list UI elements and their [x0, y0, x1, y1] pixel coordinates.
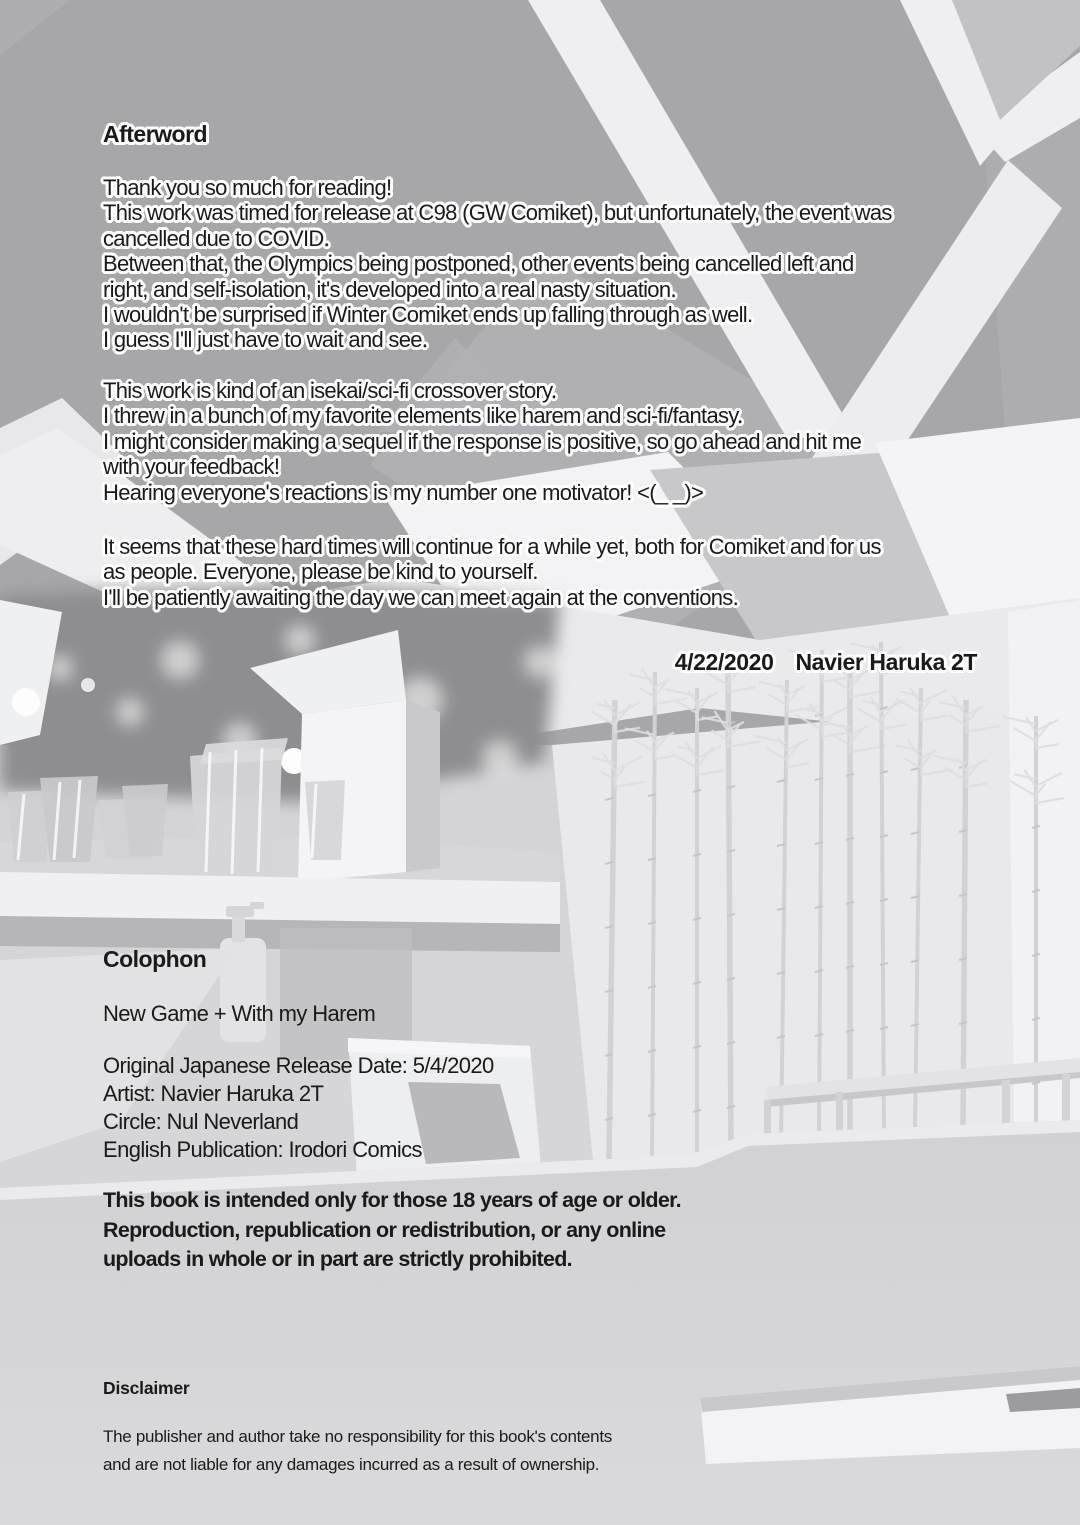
signature-artist: Navier Haruka 2T	[795, 649, 977, 675]
text-line: It seems that these hard times will continue for a while yet, both for Comiket and for us	[103, 534, 881, 559]
afterword-paragraph-1	[103, 175, 892, 353]
text-line: English Publication: Irodori Comics	[103, 1137, 422, 1162]
text-line: I'll be patiently awaiting the day we can meet again at the conventions.	[103, 584, 739, 610]
age-restriction-notice	[103, 1186, 681, 1275]
disclaimer-body	[103, 1423, 612, 1479]
signature-line	[103, 649, 977, 676]
text-line: right, and self-isolation, it's developed into a real nasty situation.	[103, 276, 676, 302]
afterword-heading: Afterword	[103, 121, 208, 147]
text-line: This book is intended only for those 18 years of age or older.	[103, 1188, 681, 1212]
book-title: New Game + With my Harem	[103, 1001, 376, 1026]
afterword-paragraph-3	[103, 534, 881, 610]
text-line: Hearing everyone's reactions is my number one motivator! <(_ _)>	[103, 479, 704, 505]
signature-date: 4/22/2020	[674, 649, 774, 675]
text-line: This work was timed for release at C98 (GW Comiket), but unfortunately, the event was	[103, 200, 892, 226]
text-line: uploads in whole or in part are strictly prohibited.	[103, 1247, 572, 1271]
text-line: Between that, the Olympics being postponed, other events being cancelled left and	[103, 251, 854, 277]
text-line: with your feedback!	[103, 454, 280, 480]
text-line: I wouldn't be surprised if Winter Comiket ends up falling through as well.	[103, 302, 753, 328]
text-line: as people. Everyone, please be kind to yourself.	[103, 559, 538, 585]
text-line: cancelled due to COVID.	[103, 225, 330, 251]
text-line: Thank you so much for reading!	[103, 175, 392, 200]
text-line: and are not liable for any damages incurred as a result of ownership.	[103, 1455, 600, 1474]
text-line: This work is kind of an isekai/sci-fi crossover story.	[103, 378, 557, 403]
text-line: Reproduction, republication or redistribution, or any online	[103, 1217, 666, 1242]
text-line: Circle: Nul Neverland	[103, 1109, 299, 1134]
text-line: I guess I'll just have to wait and see.	[103, 327, 428, 353]
text-line: Artist: Navier Haruka 2T	[103, 1081, 324, 1106]
text-line: I threw in a bunch of my favorite elements like harem and sci-fi/fantasy.	[103, 403, 743, 429]
disclaimer-heading: Disclaimer	[103, 1378, 190, 1398]
afterword-paragraph-2	[103, 378, 861, 505]
text-line: The publisher and author take no responsibility for this book's contents	[103, 1427, 612, 1446]
colophon-heading: Colophon	[103, 946, 207, 972]
colophon-details	[103, 1052, 494, 1164]
text-line: Original Japanese Release Date: 5/4/2020	[103, 1053, 494, 1078]
text-line: I might consider making a sequel if the response is positive, so go ahead and hit me	[103, 428, 862, 454]
